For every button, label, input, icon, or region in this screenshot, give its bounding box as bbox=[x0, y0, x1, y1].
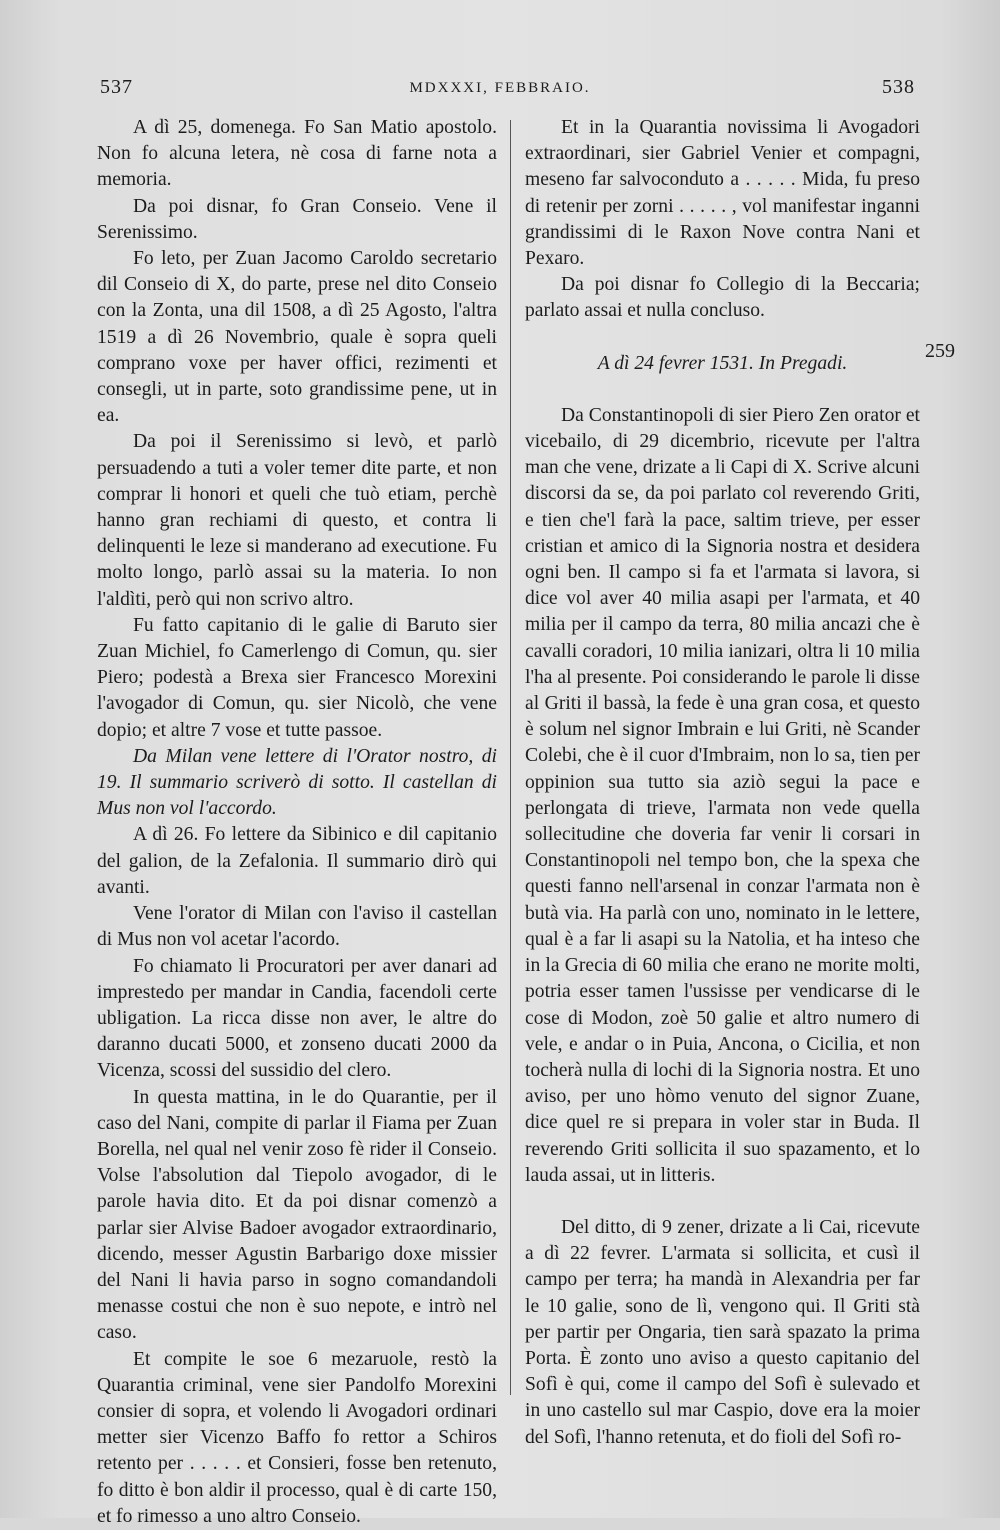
paragraph: Da Constantinopoli di sier Piero Zen orator et vicebailo, di 29 dicembrio, ricevute per l'altra man che vene, drizate a li Capi di X. Scrive alcuni discorsi da se, da poi parlato col reverendo Griti, e tien che'l farà la pace, saltim trieve, per esser cristian et amico di la Signoria nostra et desidera ogni ben. Il campo si fa et l'armata si lavora, si dice vol aver 40 milia asapi per l'armata, et 40 milia per il campo da terra, 80 milia ancazi che è cavalli coradori, 10 milia ianizari, oltra li 10 milia l'ha al presente. Poi considerando le parole li disse al Griti il bassà, la fede è una gran cosa, et questo è solum nel signor Imbrain e lui Griti, nè Scander Colebi, che è il cuor d'Imbraim, non lo sa, tien per oppinion sua tutto sia aziò segui la pace e perlongata di trieve, l'armata non vede quella sollecitudine che doveria far venir li corsari in Constantinopoli nel tempo bon, che la spexa che questi fanno nell'arsenal in conzar l'armata non è butà via. Ha parlà con uno, nominato in le lettere, qual è a far li asapi su la Natolia, et ha inteso che in la Grecia di 60 milia che erano ne morite molti, potria esser tamen l'ussisse per vendicarse di le cose di Modon, zoè 50 galie et altro numero di vele, e andar o in Puia, Ancona, o Cicilia, et non tocherà nulla di lochi di la Signoria nostra. Et uno aviso, per uno hòmo venuto del signor Zuane, dice quel re si prepara in voler star in Buda. Il reverendo Griti sollicita il suo spazamento, et lo lauda assai, ut in litteris. bbox=[525, 404, 920, 1186]
column-rule bbox=[510, 120, 511, 1395]
page-number-right: 538 bbox=[882, 76, 915, 98]
left-column bbox=[97, 115, 497, 1530]
section-heading: A dì 24 fevrer 1531. In Pregadi. bbox=[597, 352, 848, 374]
running-title: MDXXXI, FEBBRAIO. bbox=[409, 80, 591, 96]
paragraph: In questa mattina, in le do Quarantie, per il caso del Nani, compite di parlar il Fiama per Zuan Borella, nel qual nel venir zoso fè rider il Conseio. Volse l'absolution dal Tiepolo avogador, di le parole havia dito. Et da poi disnar comenzò a parlar sier Alvise Badoer avogador extraordinario, dicendo, messer Agustin Barbarigo doxe missier del Nani li havia parso in sogno comandandoli menasse costui che non è suo nepote, e intrò nel caso. bbox=[97, 1086, 497, 1344]
paragraph: Et compite le soe 6 mezaruole, restò la Quarantia criminal, vene sier Pandolfo Morexini consier di sopra, et volendo li Avogadori ordinari metter sier Vicenzo Baffo fo rettor a Schiros retento per . . . . . et Consieri, fosse ben retenuto, fo ditto è bon aldir il processo, qual è di carte 150, et fo rimesso a uno altro Conseio. bbox=[97, 1348, 497, 1527]
paragraph: Fu fatto capitanio di le galie di Baruto sier Zuan Michiel, fo Camerlengo di Comun, qu. sier Piero; podestà a Brexa sier Francesco Morexini l'avogador di Comun, qu. sier Nicolò, che vene dopio; et altre 7 vose et tutte passoe. bbox=[97, 614, 497, 741]
page-number-left: 537 bbox=[100, 76, 133, 98]
margin-number: 259 bbox=[925, 340, 955, 362]
paragraph: Da Milan vene lettere di l'Orator nostro, di 19. Il summario scriverò di sotto. Il castellan di Mus non vol l'accordo. bbox=[97, 745, 497, 820]
paragraph: Da poi il Serenissimo si levò, et parlò persuadendo a tuti a voler temer dite parte, et non comprar li honori et queli che tuò etiam, perchè hanno gran rechiami di questo, et contra li delinquenti le leze si manderano ad executione. Fu molto longo, parlò assai su la materia. Io non l'aldìti, però qui non scrivo altro. bbox=[97, 431, 497, 610]
paragraph: Del ditto, di 9 zener, drizate a li Cai, ricevute a dì 22 fevrer. L'armata si sollicita, et cusì il campo per terra; ha mandà in Alexandria per far le 10 galie, sono de lì, vengono qui. Il Griti stà per partir per Ongaria, tien sarà spazato la prima Porta. È zonto uno aviso a questo capitanio del Sofì è qui, come il campo del Sofì è sulevado et in uno castello sul mar Caspio, dove era la moier del Sofì, l'hanno retenuta, et do fioli del Sofì ro- bbox=[525, 1216, 920, 1448]
paragraph: A dì 26. Fo lettere da Sibinico e dil capitanio del galion, de la Zefalonia. Il summario dirò qui avanti. bbox=[97, 824, 497, 898]
paragraph: Fo leto, per Zuan Jacomo Caroldo secretario dil Conseio di X, do parte, prese nel dito Conseio con la Zonta, una dil 1508, a dì 25 Agosto, l'altra 1519 a dì 26 Novembrio, quale è sopra queli comprano voxe per haver offici, rezimenti et consegli, ut in parte, soto grandissime pene, ut in ea. bbox=[97, 248, 497, 427]
paragraph: Fo chiamato li Procuratori per aver danari ad imprestedo per mandar in Candia, facendoli certe ubligation. La ricca disse non aver, le altre do daranno ducati 5000, et zonseno ducati 2000 da Vicenza, scossi del sussidio del clero. bbox=[97, 955, 497, 1082]
spacer bbox=[525, 325, 920, 351]
spacer bbox=[525, 377, 920, 403]
paragraph: A dì 25, domenega. Fo San Matio apostolo. Non fo alcuna letera, nè cosa di farne nota a memoria. bbox=[97, 117, 497, 191]
spacer bbox=[525, 1189, 920, 1215]
paragraph: Vene l'orator di Milan con l'aviso il castellan di Mus non vol acetar l'acordo. bbox=[97, 903, 497, 951]
right-column bbox=[525, 115, 920, 1451]
paragraph: Da poi disnar, fo Gran Conseio. Vene il Serenissimo. bbox=[97, 195, 497, 243]
paragraph: Et in la Quarantia novissima li Avogadori extraordinari, sier Gabriel Venier et compagni, meseno far salvoconduto a . . . . . Mida, fu preso di retenir per zorni . . . . . , vol manifestar inganni grandissimi di le Raxon Nove contra Nani et Pexaro. bbox=[525, 117, 920, 270]
paragraph: Da poi disnar fo Collegio di la Beccaria; parlato assai et nulla concluso. bbox=[525, 274, 920, 322]
